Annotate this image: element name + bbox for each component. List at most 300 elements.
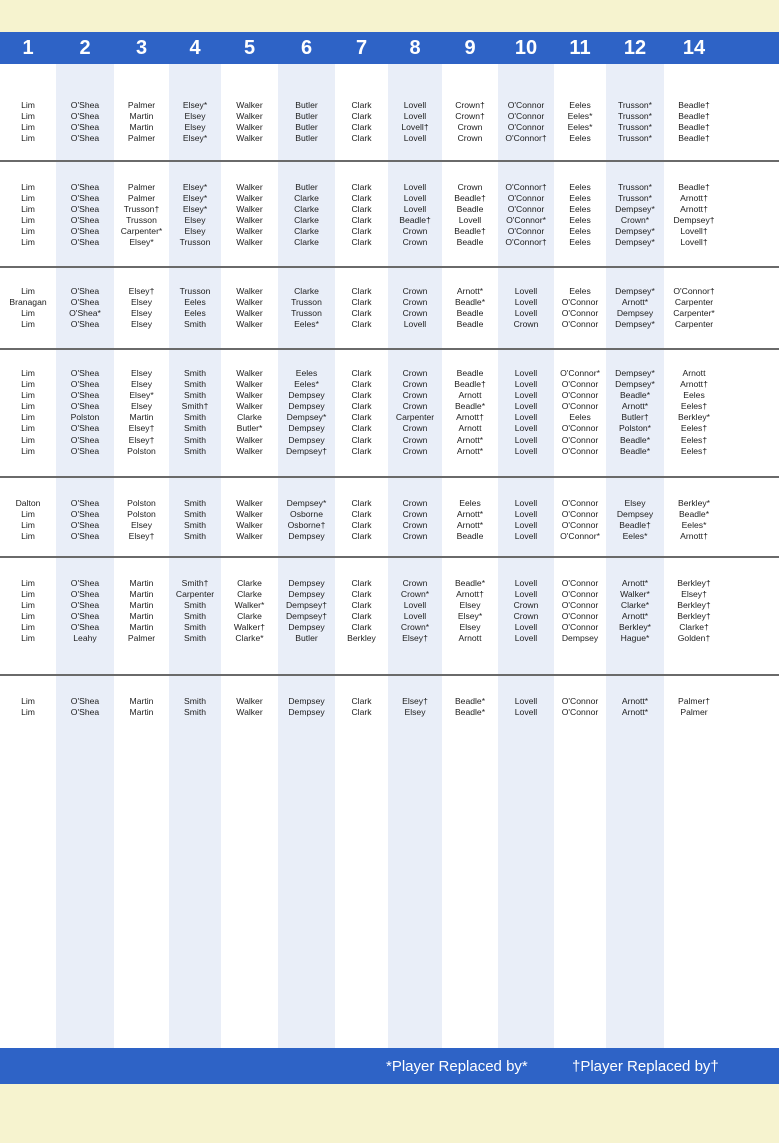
player-cell: Dempsey <box>288 589 325 600</box>
player-cell: Eeles <box>569 215 591 226</box>
player-cell: Clarke <box>294 237 319 248</box>
column-header-2: 2 <box>79 36 91 59</box>
player-cell: Trusson* <box>617 182 653 192</box>
player-cell: Clarke <box>294 215 319 226</box>
player-cell: Crown <box>402 286 428 296</box>
player-cell: O'Connor <box>561 520 599 531</box>
player-cell: Arnott† <box>680 204 708 215</box>
player-cell: O'Connor† <box>673 286 715 296</box>
player-cell: Walker <box>236 226 263 237</box>
player-cell: Eeles <box>569 193 591 204</box>
player-cell: Berkley* <box>619 622 651 633</box>
player-cell: Lovell <box>403 100 427 110</box>
player-cell: O'Shea <box>70 193 100 204</box>
player-cell: Crown <box>402 578 428 588</box>
player-cell: Beadle* <box>454 707 486 718</box>
player-cell: Lovell <box>403 204 427 215</box>
legend-dagger-note: †Player Replaced by† <box>572 1058 719 1075</box>
column-header-12: 12 <box>623 36 647 59</box>
player-cell: Walker <box>236 379 263 390</box>
player-cell: Arnott† <box>680 531 708 542</box>
player-cell: Clarke <box>294 226 319 237</box>
player-cell: Walker* <box>620 589 650 600</box>
player-cell: Lovell <box>514 509 538 520</box>
player-cell: Crown <box>513 319 539 330</box>
player-cell: Arnott† <box>680 193 708 204</box>
player-cell: Lim <box>21 589 35 600</box>
player-cell: O'Connor* <box>506 215 546 226</box>
player-cell: Arnott <box>458 390 482 401</box>
player-cell: Walker <box>236 707 263 718</box>
player-cell: Trusson† <box>123 204 160 215</box>
player-cell: Clark <box>351 319 372 330</box>
player-cell: Palmer <box>127 133 156 144</box>
player-cell: Arnott* <box>621 297 649 308</box>
player-cell: Eeles* <box>567 111 593 122</box>
player-cell: O'Shea* <box>69 308 101 319</box>
player-cell: Lim <box>21 401 35 412</box>
player-cell: O'Shea <box>70 122 100 133</box>
player-cell: Arnott* <box>621 707 649 718</box>
player-cell: Walker <box>236 193 263 204</box>
player-cell: Elsey* <box>129 390 154 401</box>
team-sheet <box>0 32 779 1084</box>
player-cell: Lim <box>21 111 35 122</box>
player-cell: O'Shea <box>70 707 100 718</box>
player-cell: O'Connor <box>561 319 599 330</box>
player-cell: Beadle† <box>454 379 486 390</box>
player-cell: Smith <box>184 412 206 423</box>
player-cell: Lim <box>21 696 35 706</box>
shirt-number-header <box>0 32 779 64</box>
player-cell: Berkley <box>347 633 376 644</box>
player-cell: O'Connor <box>561 297 599 308</box>
player-cell: Osborne <box>290 509 323 520</box>
player-cell: O'Shea <box>70 286 100 296</box>
player-cell: Dempsey* <box>286 498 327 508</box>
player-cell: Trusson* <box>617 193 653 204</box>
player-cell: Elsey <box>130 520 152 531</box>
player-cell: Beadle* <box>678 509 710 520</box>
player-cell: Lim <box>21 445 35 456</box>
player-cell: O'Shea <box>70 520 100 531</box>
player-cell: Elsey <box>130 308 152 319</box>
player-cell: O'Connor <box>561 434 599 445</box>
player-cell: Dempsey <box>616 509 654 520</box>
player-cell: Eeles* <box>294 319 319 330</box>
player-cell: Elsey* <box>182 100 208 110</box>
player-cell: Lovell <box>514 308 538 319</box>
player-cell: Dempsey* <box>615 286 655 296</box>
player-cell: Lim <box>21 412 35 423</box>
player-cell: Crown† <box>455 111 485 122</box>
player-cell: Clarke* <box>235 633 264 644</box>
player-cell: Clark <box>351 434 372 445</box>
player-cell: Dempsey* <box>286 412 327 423</box>
player-cell: Lim <box>21 237 35 248</box>
player-cell: Lim <box>21 509 35 520</box>
player-cell: Elsey <box>130 319 152 330</box>
player-cell: Lim <box>21 423 35 434</box>
player-cell: Beadle <box>456 531 484 542</box>
player-cell: Dempsey <box>616 308 654 319</box>
player-cell: Elsey† <box>128 434 155 445</box>
player-cell: Lovell <box>514 390 538 401</box>
player-cell: Beadle <box>456 368 484 378</box>
player-cell: Lovell <box>514 297 538 308</box>
player-cell: Elsey <box>184 226 206 237</box>
player-cell: Clark <box>351 111 372 122</box>
player-cell: Clark <box>351 696 372 706</box>
player-cell: Lovell <box>514 498 538 508</box>
player-cell: Eeles* <box>567 122 593 133</box>
player-cell: Dempsey* <box>615 368 655 378</box>
player-cell: Beadle† <box>678 122 710 133</box>
player-cell: Clark <box>351 193 372 204</box>
player-cell: Smith <box>184 319 206 330</box>
player-cell: Berkley* <box>678 412 710 423</box>
column-header-5: 5 <box>243 36 256 59</box>
player-cell: Lovell <box>514 423 538 434</box>
player-cell: Martin <box>129 111 154 122</box>
player-cell: Smith <box>184 368 206 378</box>
player-cell: Carpenter <box>175 589 215 600</box>
player-cell: Lim <box>21 520 35 531</box>
player-cell: Smith <box>184 600 206 611</box>
player-cell: Crown* <box>400 622 430 633</box>
player-cell: Martin <box>129 707 154 718</box>
player-cell: Beadle† <box>678 182 710 192</box>
player-cell: Eeles <box>569 286 591 296</box>
player-cell: Eeles <box>295 368 318 378</box>
player-cell: Clark <box>351 286 372 296</box>
player-cell: O'Shea <box>70 111 100 122</box>
lineup-block <box>0 478 779 558</box>
player-cell: Polston <box>70 412 100 423</box>
player-cell: Carpenter <box>395 412 435 423</box>
player-cell: O'Shea <box>70 622 100 633</box>
player-cell: Smith <box>184 379 206 390</box>
player-cell: Eeles† <box>680 423 708 434</box>
column-header-6: 6 <box>300 36 313 59</box>
player-cell: Lim <box>21 368 35 378</box>
player-cell: Lovell <box>458 215 482 226</box>
lineup-block <box>0 676 779 736</box>
player-cell: Dempsey <box>288 696 325 706</box>
player-cell: Clark <box>351 368 372 378</box>
player-cell: Walker <box>236 319 263 330</box>
player-cell: Leahy <box>73 633 97 644</box>
player-cell: Elsey <box>404 707 426 718</box>
player-cell: Lim <box>21 707 35 718</box>
player-cell: Martin <box>129 611 154 622</box>
player-cell: Martin <box>129 600 154 611</box>
player-cell: Elsey† <box>681 589 707 600</box>
player-cell: Clarke† <box>679 622 709 633</box>
player-cell: Butler <box>295 111 318 122</box>
player-cell: Smith <box>184 707 206 718</box>
column-header-8: 8 <box>409 36 421 59</box>
player-cell: O'Connor <box>507 226 545 237</box>
player-cell: Crown* <box>620 215 650 226</box>
player-cell: O'Shea <box>70 423 100 434</box>
player-cell: Elsey† <box>402 633 428 644</box>
player-cell: Palmer <box>127 182 156 192</box>
player-cell: Walker <box>236 531 263 542</box>
player-cell: Trusson <box>291 297 322 308</box>
player-cell: Walker <box>236 509 263 520</box>
player-cell: Beadle* <box>619 390 651 401</box>
column-header-1: 1 <box>22 36 34 59</box>
player-cell: O'Connor† <box>505 133 547 144</box>
player-cell: Eeles† <box>680 445 708 456</box>
player-cell: Crown† <box>455 100 485 110</box>
player-cell: Crown* <box>400 589 430 600</box>
player-cell: Arnott <box>458 633 482 644</box>
player-cell: Lovell <box>514 707 538 718</box>
player-cell: Walker <box>236 308 263 319</box>
player-cell: O'Shea <box>70 319 100 330</box>
player-cell: O'Shea <box>70 696 100 706</box>
player-cell: Beadle <box>456 204 484 215</box>
player-cell: Walker <box>236 401 263 412</box>
player-cell: Palmer† <box>678 696 710 706</box>
player-cell: Smith† <box>181 578 209 588</box>
player-cell: Walker <box>236 286 263 296</box>
player-cell: Arnott* <box>456 509 484 520</box>
player-cell: Smith <box>184 696 206 706</box>
player-cell: Beadle† <box>678 111 710 122</box>
player-cell: Lovell <box>514 531 538 542</box>
player-cell: Beadle <box>456 237 484 248</box>
player-cell: Arnott <box>682 368 706 378</box>
player-cell: Crown <box>402 531 428 542</box>
player-cell: Lovell <box>514 445 538 456</box>
player-cell: Clark <box>351 122 372 133</box>
player-cell: Lovell† <box>401 122 429 133</box>
player-cell: Walker <box>236 498 263 508</box>
player-cell: Berkley* <box>678 498 710 508</box>
player-cell: Elsey <box>130 368 152 378</box>
player-cell: O'Connor <box>561 401 599 412</box>
player-cell: Clark <box>351 412 372 423</box>
player-cell: Clark <box>351 445 372 456</box>
player-cell: O'Shea <box>70 297 100 308</box>
player-cell: Lovell <box>514 401 538 412</box>
lineup-block <box>0 80 779 162</box>
player-cell: Beadle* <box>454 297 486 308</box>
player-cell: Walker <box>236 133 263 144</box>
player-cell: O'Connor <box>561 423 599 434</box>
player-cell: O'Connor* <box>560 531 600 542</box>
player-cell: Crown <box>402 297 428 308</box>
player-cell: Clark <box>351 100 372 110</box>
player-cell: Eeles* <box>622 531 648 542</box>
player-cell: Beadle* <box>454 578 486 588</box>
player-cell: Clarke <box>237 578 262 588</box>
player-cell: Crown <box>402 520 428 531</box>
player-cell: Elsey* <box>457 611 483 622</box>
player-cell: Walker <box>236 122 263 133</box>
player-cell: O'Connor <box>561 308 599 319</box>
player-cell: Eeles <box>184 308 206 319</box>
player-cell: Martin <box>129 412 154 423</box>
player-cell: Lim <box>21 319 35 330</box>
player-cell: O'Shea <box>70 100 100 110</box>
player-cell: O'Shea <box>70 509 100 520</box>
player-cell: O'Connor <box>561 622 599 633</box>
player-cell: Elsey* <box>182 204 208 215</box>
player-cell: Walker* <box>234 600 265 611</box>
player-cell: Walker <box>236 434 263 445</box>
player-cell: Clark <box>351 226 372 237</box>
column-header-13: 14 <box>682 36 706 59</box>
player-cell: O'Connor* <box>560 368 600 378</box>
player-cell: Hague* <box>620 633 650 644</box>
player-cell: Eeles <box>569 100 591 110</box>
player-cell: Eeles <box>569 226 591 237</box>
player-cell: Crown <box>513 611 539 622</box>
player-cell: Arnott† <box>680 379 708 390</box>
player-cell: Beadle* <box>619 434 651 445</box>
player-cell: Beadle† <box>399 215 431 226</box>
player-cell: O'Shea <box>70 368 100 378</box>
player-cell: Carpenter <box>674 319 714 330</box>
player-cell: Smith <box>184 434 206 445</box>
player-cell: Elsey <box>130 379 152 390</box>
player-cell: Arnott* <box>456 445 484 456</box>
player-cell: Polston <box>127 445 156 456</box>
player-cell: Arnott* <box>621 401 649 412</box>
lineup-blocks <box>0 64 779 1048</box>
player-cell: Clark <box>351 401 372 412</box>
player-cell: Lovell <box>403 193 427 204</box>
player-cell: Crown <box>402 226 428 237</box>
player-cell: Eeles <box>683 390 705 401</box>
player-cell: Clark <box>351 611 372 622</box>
player-cell: Walker† <box>233 622 266 633</box>
player-cell: Walker <box>236 297 263 308</box>
player-cell: Dempsey* <box>615 226 655 237</box>
player-cell: Lovell <box>514 368 538 378</box>
player-cell: Dempsey <box>288 622 325 633</box>
player-cell: Smith <box>184 531 206 542</box>
player-cell: Clark <box>351 182 372 192</box>
player-cell: Dempsey† <box>285 445 328 456</box>
player-cell: Lim <box>21 204 35 215</box>
player-cell: Osborne† <box>287 520 326 531</box>
player-cell: Crown <box>457 122 483 133</box>
player-cell: Eeles <box>569 237 591 248</box>
player-cell: Polston <box>127 498 156 508</box>
player-cell: Clark <box>351 509 372 520</box>
player-cell: O'Shea <box>70 379 100 390</box>
player-cell: Walker <box>236 182 263 192</box>
player-cell: Trusson <box>291 308 322 319</box>
player-cell: Dempsey* <box>615 204 655 215</box>
player-cell: Crown <box>402 379 428 390</box>
player-cell: Crown <box>513 600 539 611</box>
player-cell: Dalton <box>15 498 41 508</box>
player-cell: Lim <box>21 193 35 204</box>
player-cell: Clarke <box>237 412 262 423</box>
player-cell: Clark <box>351 204 372 215</box>
player-cell: Polston* <box>618 423 651 434</box>
player-cell: Clark <box>351 531 372 542</box>
player-cell: O'Shea <box>70 445 100 456</box>
player-cell: Lovell <box>514 578 538 588</box>
lineup-block <box>0 162 779 268</box>
player-cell: Trusson* <box>617 100 653 110</box>
player-cell: O'Shea <box>70 434 100 445</box>
player-cell: Lim <box>21 434 35 445</box>
player-cell: Dempsey <box>288 423 325 434</box>
player-cell: Arnott* <box>456 434 484 445</box>
player-cell: Butler* <box>236 423 263 434</box>
player-cell: Eeles <box>459 498 481 508</box>
player-cell: Martin <box>129 622 154 633</box>
player-cell: Clark <box>351 308 372 319</box>
player-cell: Dempsey <box>288 578 325 588</box>
lineup-block <box>0 350 779 478</box>
player-cell: Dempsey <box>288 434 325 445</box>
player-cell: O'Connor <box>561 379 599 390</box>
player-cell: Dempsey <box>288 707 325 718</box>
player-cell: Lovell <box>403 182 427 192</box>
player-cell: Eeles† <box>680 401 708 412</box>
player-cell: Eeles* <box>294 379 319 390</box>
player-cell: Lim <box>21 100 35 110</box>
player-cell: Clark <box>351 297 372 308</box>
player-cell: Lovell <box>514 434 538 445</box>
player-cell: Clark <box>351 498 372 508</box>
player-cell: Arnott <box>458 423 482 434</box>
player-cell: O'Connor <box>561 696 599 706</box>
player-cell: Butler† <box>621 412 649 423</box>
player-cell: Elsey* <box>182 133 208 144</box>
player-cell: Crown <box>402 509 428 520</box>
player-cell: O'Connor <box>507 100 545 110</box>
player-cell: Beadle† <box>678 100 710 110</box>
column-header-10: 10 <box>514 36 538 59</box>
player-cell: O'Connor <box>561 611 599 622</box>
player-cell: Clark <box>351 379 372 390</box>
player-cell: Dempsey* <box>615 237 655 248</box>
player-cell: Lim <box>21 122 35 133</box>
player-cell: Eeles* <box>681 520 707 531</box>
player-cell: Trusson <box>179 237 211 248</box>
player-cell: Golden† <box>677 633 711 644</box>
player-cell: Lim <box>21 286 35 296</box>
player-cell: Walker <box>236 237 263 248</box>
player-cell: Eeles <box>184 297 206 308</box>
player-cell: Crown <box>402 390 428 401</box>
player-cell: Lim <box>21 611 35 622</box>
player-cell: Berkley† <box>677 578 711 588</box>
player-cell: Crown <box>402 401 428 412</box>
player-cell: Lim <box>21 226 35 237</box>
player-cell: Trusson* <box>617 111 653 122</box>
player-cell: Walker <box>236 215 263 226</box>
player-cell: Palmer <box>127 193 156 204</box>
player-cell: Lim <box>21 133 35 144</box>
player-cell: Elsey* <box>182 193 208 204</box>
player-cell: Clark <box>351 133 372 144</box>
player-cell: Elsey <box>184 122 206 133</box>
player-cell: Arnott† <box>456 589 484 600</box>
player-cell: Trusson <box>179 286 211 296</box>
player-cell: Lovell <box>514 286 538 296</box>
